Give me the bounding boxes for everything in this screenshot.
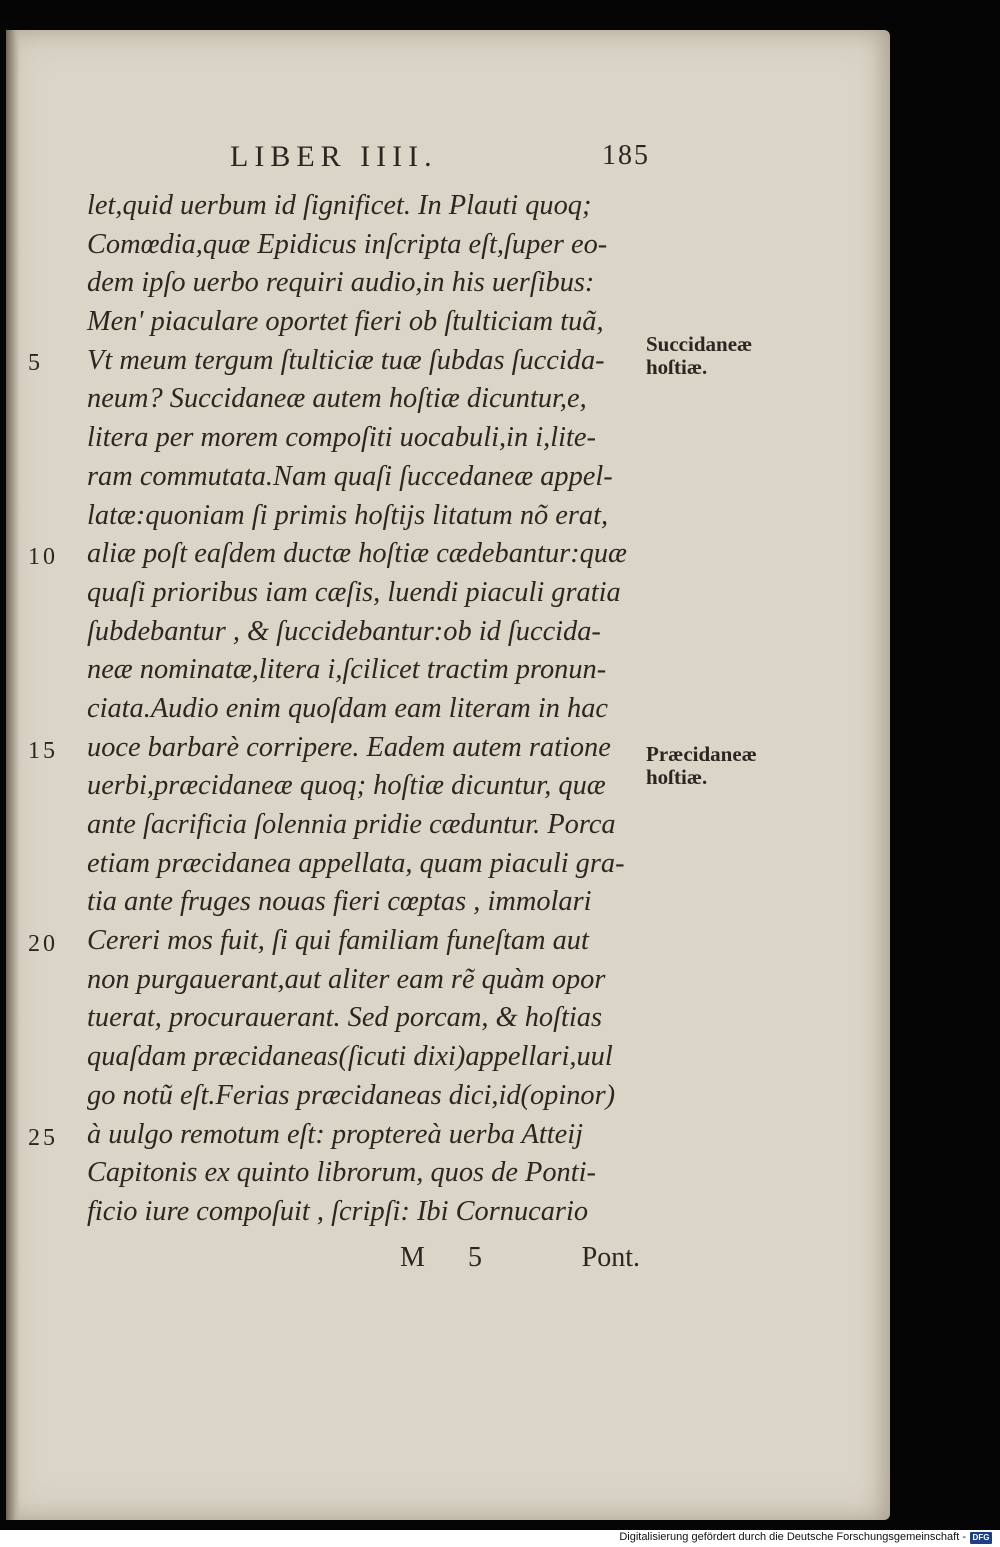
text-line: ante ſacrificia ſolennia pridie cæduntur. Porca <box>87 808 616 840</box>
margin-note-term: Præcidaneæ <box>646 742 757 766</box>
text-line: Capitonis ex quinto librorum, quos de Ponti- <box>87 1156 596 1189</box>
text-line: litera per morem compoſiti uocabuli,in i,lite- <box>87 421 596 454</box>
running-title: LIBER IIII. <box>230 140 438 173</box>
text-line: uerbi,præcidaneæ quoq; hoſtiæ dicuntur, quæ <box>87 769 606 802</box>
signature-mark: M <box>400 1242 425 1273</box>
signature-number: 5 <box>468 1242 482 1273</box>
text-line: neæ nominatæ,litera i,ſcilicet tractim pronun- <box>87 653 607 686</box>
catchword: Pont. <box>581 1242 640 1273</box>
line-number-5: 5 <box>28 350 43 376</box>
text-line: go notũ eſt.Ferias præcidaneas dici,id(opinor) <box>87 1078 616 1111</box>
text-line: tuerat, procurauerant. Sed porcam, & hoſtias <box>87 1001 602 1034</box>
text-line: latæ:quoniam ſi primis hoſtijs litatum nõ erat, <box>87 498 609 531</box>
text-line: let,quid uerbum id ſignificet. In Plauti quoq; <box>87 189 592 221</box>
text-line: non purgauerant,aut aliter eam rẽ quàm opor <box>87 962 606 995</box>
text-line: Vt meum tergum ſtulticiæ tuæ ſubdas ſuccida- <box>87 343 605 376</box>
text-line: Men' piaculare oportet fieri ob ſtulticiam tuã, <box>87 305 604 338</box>
line-number-15: 15 <box>28 738 58 764</box>
text-line: quaſdam præcidaneas(ſicuti dixi)appellari,uul <box>87 1040 613 1073</box>
text-line: à uulgo remotum eſt: proptereà uerba Atteij <box>87 1117 584 1150</box>
credit-bar <box>0 1530 1000 1547</box>
line-number-10: 10 <box>28 544 58 570</box>
text-line: ram commutata.Nam quaſi ſuccedaneæ appel- <box>87 459 613 492</box>
margin-note-term: hoſtiæ. <box>646 355 708 379</box>
text-line: Comœdia,quæ Epidicus inſcripta eſt,ſuper eo- <box>87 227 608 260</box>
text-line: uoce barbarè corripere. Eadem autem ratione <box>87 730 611 763</box>
text-line: neum? Succidaneæ autem hoſtiæ dicuntur,e, <box>87 382 587 415</box>
page-gutter <box>6 30 20 1520</box>
text-line: ciata.Audio enim quoſdam eam literam in hac <box>87 691 608 724</box>
line-number-20: 20 <box>28 931 58 957</box>
text-line: quaſi prioribus iam cæſis, luendi piaculi gratia <box>87 575 621 608</box>
text-line: ſubdebantur , & ſuccidebantur:ob id ſuccida- <box>87 614 601 647</box>
page-header <box>230 140 650 180</box>
body-text <box>87 186 647 1231</box>
text-line: ficio iure compoſuit , ſcripſi: Ibi Cornucario <box>87 1194 589 1227</box>
dfg-logo: DFG <box>970 1532 992 1544</box>
margin-note-succidaneae <box>646 333 776 379</box>
line-number-25: 25 <box>28 1125 58 1151</box>
page-footer <box>400 1242 640 1276</box>
margin-note-term: Succidaneæ <box>646 332 753 356</box>
margin-note-term: hoſtiæ. <box>646 765 708 789</box>
text-line: aliæ poſt eaſdem ductæ hoſtiæ cædebantur:quæ <box>87 537 627 570</box>
folio-number: 185 <box>602 140 650 171</box>
text-line: dem ipſo uerbo requiri audio,in his uerſibus: <box>87 266 595 299</box>
text-line: Cereri mos fuit, ſi qui familiam funeſtam aut <box>87 924 589 957</box>
credit-text: Digitalisierung gefördert durch die Deutsche Forschungsgemeinschaft - <box>619 1531 966 1543</box>
text-line: tia ante fruges nouas fieri cœptas , immolari <box>87 885 592 918</box>
text-line: etiam præcidanea appellata, quam piaculi gra- <box>87 846 625 879</box>
margin-note-praecidaneae <box>646 743 776 789</box>
